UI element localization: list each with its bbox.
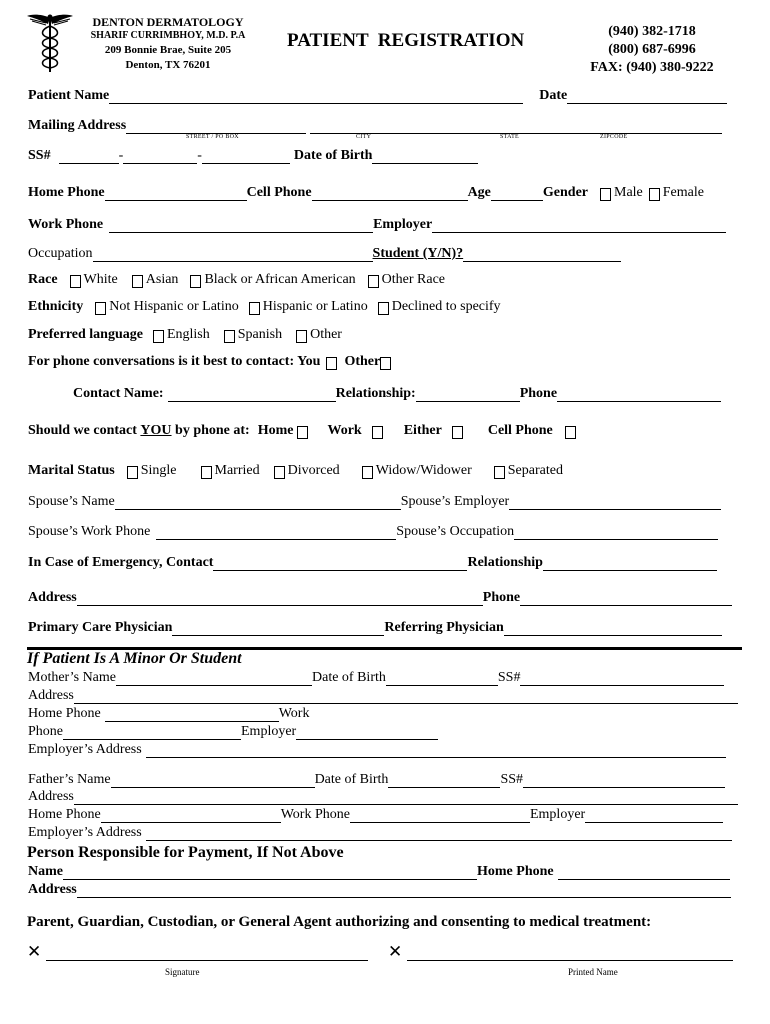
label-work-phone: Work Phone — [28, 217, 104, 232]
label-lang-spanish: Spanish — [237, 327, 283, 342]
label-lang-other: Other — [310, 327, 342, 342]
label-mailing-address: Mailing Address — [28, 118, 127, 133]
spouse-occupation-field[interactable] — [514, 525, 718, 540]
label-marital-widow: Widow/Widower — [375, 463, 472, 478]
checkbox-marital-divorced[interactable] — [274, 466, 285, 479]
home-phone-field[interactable] — [105, 186, 247, 201]
label-mother-employer-address: Employer’s Address — [28, 742, 142, 757]
signature-field[interactable] — [46, 946, 368, 961]
ss-part2-field[interactable] — [123, 149, 197, 164]
label-dob: Date of Birth — [293, 148, 373, 163]
label-patient-name: Patient Name — [28, 88, 110, 103]
ss-part1-field[interactable] — [59, 149, 119, 164]
father-home-phone-field[interactable] — [101, 808, 281, 823]
label-spouse-employer: Spouse’s Employer — [400, 494, 510, 509]
label-emergency-contact: In Case of Emergency, Contact — [28, 555, 214, 570]
label-race-white: White — [83, 272, 118, 287]
label-mother-address: Address — [28, 688, 74, 703]
mother-dob-field[interactable] — [386, 671, 498, 686]
label-father-dob: Date of Birth — [314, 772, 389, 787]
consent-statement: Parent, Guardian, Custodian, or General Agent authorizing and consenting to medical treatment: — [27, 914, 652, 930]
label-contact-relationship: Relationship: — [335, 386, 416, 401]
label-spouse-occupation: Spouse’s Occupation — [396, 524, 515, 539]
sublabel-city: CITY — [356, 134, 372, 140]
emergency-phone-field[interactable] — [520, 591, 732, 606]
spouse-name-field[interactable] — [115, 495, 401, 510]
father-address-field[interactable] — [74, 790, 738, 805]
label-phone-preference: For phone conversations is it best to contact: You — [28, 354, 321, 369]
dob-field[interactable] — [372, 149, 478, 164]
label-father-work-phone: Work Phone — [280, 807, 350, 822]
practice-name: DENTON DERMATOLOGY — [92, 15, 244, 29]
ss-part3-field[interactable] — [202, 149, 290, 164]
mother-ss-field[interactable] — [520, 671, 724, 686]
checkbox-marital-separated[interactable] — [494, 466, 505, 479]
label-spouse-work-phone: Spouse’s Work Phone — [28, 524, 151, 539]
label-cell-phone: Cell Phone — [246, 185, 312, 200]
label-emergency-phone: Phone — [482, 590, 521, 605]
caduceus-icon — [26, 12, 74, 74]
minor-section-heading: If Patient Is A Minor Or Student — [27, 650, 242, 667]
label-employer: Employer — [373, 217, 433, 232]
label-referring: Referring Physician — [384, 620, 504, 635]
father-employer-field[interactable] — [585, 808, 723, 823]
mother-address-field[interactable] — [74, 689, 738, 704]
spouse-employer-field[interactable] — [509, 495, 721, 510]
label-marital-married: Married — [214, 463, 260, 478]
label-marital-status: Marital Status — [28, 463, 115, 478]
ss-dash-1: - — [118, 148, 124, 163]
checkbox-marital-widow[interactable] — [362, 466, 373, 479]
work-phone-field[interactable] — [109, 218, 373, 233]
cell-phone-field[interactable] — [312, 186, 468, 201]
label-payer-name: Name — [28, 864, 63, 879]
street-field[interactable] — [126, 119, 306, 134]
label-ss: SS# — [28, 148, 51, 163]
mother-phone-field[interactable] — [63, 725, 241, 740]
label-contact-other: Other — [344, 354, 381, 369]
label-date: Date — [539, 88, 568, 103]
checkbox-lang-other[interactable] — [296, 330, 307, 343]
label-marital-single: Single — [140, 463, 177, 478]
occupation-field[interactable] — [93, 247, 373, 262]
label-eth-not-hispanic: Not Hispanic or Latino — [109, 299, 239, 314]
checkbox-contact-either[interactable] — [452, 426, 463, 439]
label-payer-address: Address — [28, 882, 77, 897]
checkbox-race-black[interactable] — [190, 275, 201, 288]
payment-section-heading: Person Responsible for Payment, If Not Above — [27, 844, 344, 861]
contact-name-field[interactable] — [168, 387, 336, 402]
age-field[interactable] — [491, 186, 543, 201]
checkbox-eth-not-hispanic[interactable] — [95, 302, 106, 315]
checkbox-lang-spanish[interactable] — [224, 330, 235, 343]
label-lang-english: English — [166, 327, 210, 342]
label-father-employer: Employer — [529, 807, 586, 822]
label-emergency-relationship: Relationship — [467, 555, 543, 570]
label-mother-name: Mother’s Name — [28, 670, 116, 685]
ss-dash-2: - — [197, 148, 202, 163]
label-father-address: Address — [28, 789, 74, 804]
father-name-field[interactable] — [111, 773, 315, 788]
label-mother-phone: Phone — [28, 724, 63, 739]
father-work-phone-field[interactable] — [350, 808, 530, 823]
label-contact-home: Home — [257, 423, 294, 438]
label-race-asian: Asian — [145, 272, 179, 287]
emergency-contact-field[interactable] — [213, 556, 467, 571]
phone-primary: (940) 382-1718 — [608, 24, 696, 39]
payer-home-phone-field[interactable] — [558, 865, 730, 880]
label-father-ss: SS# — [500, 772, 524, 787]
label-payer-home-phone: Home Phone — [477, 864, 554, 879]
label-race: Race — [28, 272, 58, 287]
primary-care-field[interactable] — [172, 621, 384, 636]
label-contact-question-end: by phone at: — [171, 423, 250, 438]
printed-name-field[interactable] — [407, 946, 733, 961]
label-occupation: Occupation — [28, 246, 93, 261]
label-contact-question: Should we contact — [28, 423, 141, 438]
checkbox-female[interactable] — [649, 188, 660, 201]
phone-secondary: (800) 687-6996 — [608, 42, 696, 57]
referring-field[interactable] — [504, 621, 722, 636]
label-race-black: Black or African American — [204, 272, 356, 287]
label-home-phone: Home Phone — [28, 185, 105, 200]
emergency-relationship-field[interactable] — [543, 556, 717, 571]
fax-number: FAX: (940) 380-9222 — [590, 60, 714, 75]
label-contact-you: YOU — [140, 423, 172, 438]
signature-caption: Signature — [165, 967, 200, 977]
contact-phone-field[interactable] — [557, 387, 721, 402]
label-mother-home-phone: Home Phone — [28, 706, 101, 721]
label-marital-separated: Separated — [507, 463, 563, 478]
checkbox-race-other[interactable] — [368, 275, 379, 288]
label-spouse-name: Spouse’s Name — [28, 494, 115, 509]
father-dob-field[interactable] — [388, 773, 500, 788]
x-mark-icon: ✕ — [388, 942, 403, 962]
checkbox-race-white[interactable] — [70, 275, 81, 288]
label-gender: Gender — [542, 185, 588, 200]
mother-employer-field[interactable] — [296, 725, 438, 740]
checkbox-contact-other[interactable] — [380, 357, 391, 370]
label-mother-dob: Date of Birth — [312, 670, 386, 685]
label-mother-employer: Employer — [241, 724, 297, 739]
patient-name-field[interactable] — [109, 89, 523, 104]
checkbox-contact-cell[interactable] — [565, 426, 576, 439]
x-mark-icon: ✕ — [27, 942, 42, 962]
label-father-employer-address: Employer’s Address — [28, 825, 142, 840]
label-father-home-phone: Home Phone — [28, 807, 101, 822]
label-eth-hispanic: Hispanic or Latino — [262, 299, 368, 314]
date-field[interactable] — [567, 89, 727, 104]
state-field[interactable] — [488, 119, 722, 134]
label-marital-divorced: Divorced — [287, 463, 340, 478]
label-male: Male — [614, 185, 643, 200]
label-language: Preferred language — [28, 327, 143, 342]
label-contact-either: Either — [403, 423, 442, 438]
sublabel-zip: ZIPCODE — [600, 134, 628, 140]
city-field[interactable] — [310, 119, 488, 134]
doctor-name: SHARIF CURRIMBHOY, M.D. P.A — [90, 30, 246, 41]
label-primary-care: Primary Care Physician — [28, 620, 173, 635]
label-mother-ss: SS# — [497, 670, 521, 685]
label-contact-work: Work — [327, 423, 362, 438]
sublabel-state: STATE — [500, 134, 520, 140]
payer-address-field[interactable] — [77, 883, 731, 898]
checkbox-eth-declined[interactable] — [378, 302, 389, 315]
label-ethnicity: Ethnicity — [28, 299, 84, 314]
label-contact-cell: Cell Phone — [487, 423, 553, 438]
checkbox-contact-you[interactable] — [326, 357, 337, 370]
checkbox-marital-single[interactable] — [127, 466, 138, 479]
checkbox-eth-hispanic[interactable] — [249, 302, 260, 315]
practice-address-line1: 209 Bonnie Brae, Suite 205 — [104, 44, 232, 56]
page-title: PATIENT REGISTRATION — [287, 30, 525, 51]
checkbox-contact-work[interactable] — [372, 426, 383, 439]
printed-name-caption: Printed Name — [568, 967, 618, 977]
label-emergency-address: Address — [28, 590, 77, 605]
mother-name-field[interactable] — [116, 671, 312, 686]
label-race-other: Other Race — [381, 272, 446, 287]
label-mother-work: Work — [278, 706, 310, 721]
practice-address-line2: Denton, TX 76201 — [125, 59, 211, 71]
checkbox-marital-married[interactable] — [201, 466, 212, 479]
checkbox-male[interactable] — [600, 188, 611, 201]
label-age: Age — [467, 185, 491, 200]
checkbox-contact-home[interactable] — [297, 426, 308, 439]
label-female: Female — [662, 185, 704, 200]
label-contact-phone: Phone — [519, 386, 558, 401]
mother-employer-address-field[interactable] — [146, 743, 726, 758]
label-father-name: Father’s Name — [28, 772, 111, 787]
label-student: Student (Y/N)? — [372, 246, 464, 261]
spouse-work-phone-field[interactable] — [156, 525, 396, 540]
employer-field[interactable] — [432, 218, 726, 233]
label-eth-declined: Declined to specify — [391, 299, 501, 314]
payer-name-field[interactable] — [63, 865, 477, 880]
checkbox-lang-english[interactable] — [153, 330, 164, 343]
contact-relationship-field[interactable] — [416, 387, 520, 402]
student-field[interactable] — [463, 247, 621, 262]
sublabel-street: STREET / PO BOX — [186, 134, 239, 140]
emergency-address-field[interactable] — [77, 591, 483, 606]
label-contact-name: Contact Name: — [73, 386, 164, 401]
checkbox-race-asian[interactable] — [132, 275, 143, 288]
father-employer-address-field[interactable] — [146, 826, 732, 841]
father-ss-field[interactable] — [523, 773, 725, 788]
mother-home-phone-field[interactable] — [105, 707, 279, 722]
